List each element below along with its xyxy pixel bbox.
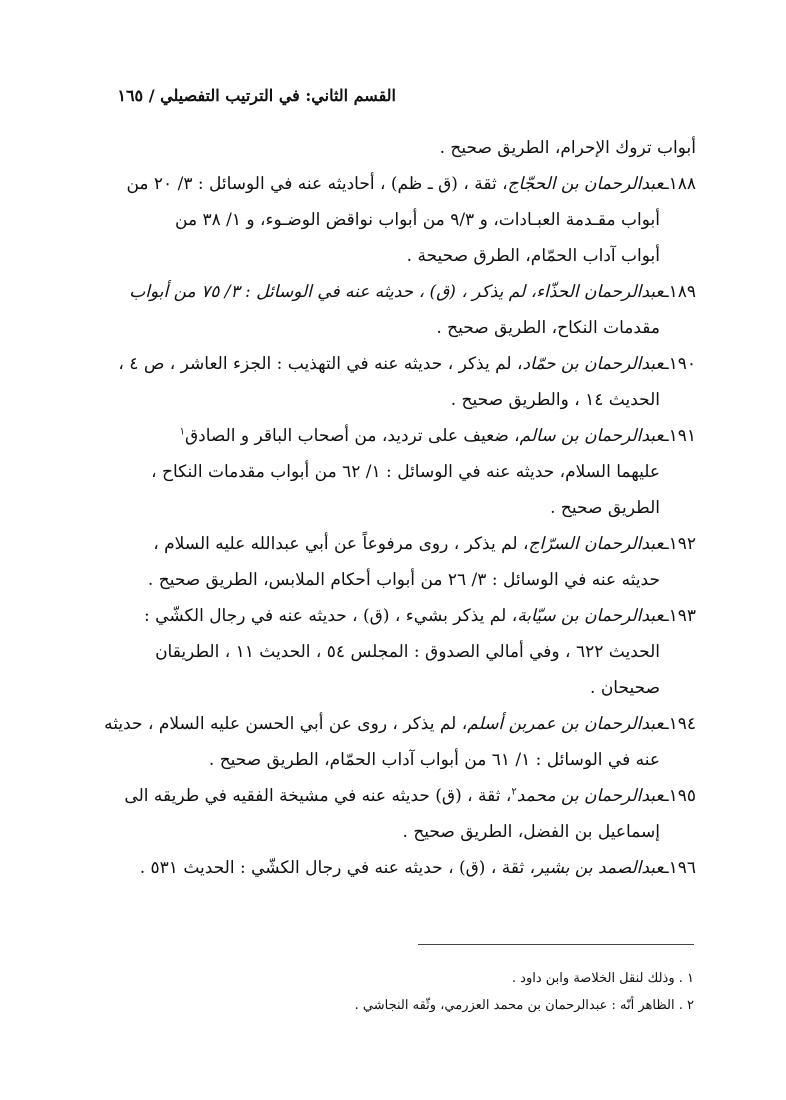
entry-line: الحديث ١٤ ، والطريق صحيح . bbox=[450, 390, 660, 410]
footnote-2: ٢ . الظاهر أنّه : عبدالرحمان بن محمد العزرمي، وثّقه النجاشي . bbox=[354, 998, 694, 1013]
entry-188 bbox=[126, 166, 696, 274]
intro-line: أبواب تروك الإحرام، الطريق صحيح . bbox=[439, 138, 696, 158]
entry-190 bbox=[118, 346, 696, 418]
entry-first-line bbox=[126, 166, 696, 202]
entry-first-line bbox=[124, 778, 696, 814]
entry-number: ١٩٥ـ bbox=[663, 786, 696, 806]
narrator-name: عبدالرحمان بن محمد bbox=[516, 786, 664, 806]
footnote-1: ١ . وذلك لنقل الخلاصة وابن داود . bbox=[511, 971, 694, 986]
main-text bbox=[104, 130, 696, 886]
entry-text: ، لم يذكر ، (ق) ، حديثه عنه في الوسائل : ٣/ ٧٥ من أبواب bbox=[129, 282, 537, 302]
entry-first-line bbox=[136, 526, 696, 562]
entry-number: ١٩٦ـ bbox=[663, 858, 696, 878]
narrator-name: عبدالرحمان بن سيّابة bbox=[517, 606, 664, 626]
entry-195 bbox=[124, 778, 696, 850]
footnote-marker: ١ bbox=[179, 426, 185, 438]
running-header: القسم الثاني: في الترتيب التفصيلي / ١٦٥ bbox=[117, 86, 396, 105]
entry-first-line bbox=[136, 418, 696, 454]
entry-196 bbox=[136, 850, 696, 886]
entry-192 bbox=[136, 526, 696, 598]
entry-text: ، ثقة ، (ق) حديثه عنه في مشيخة الفقيه في طريقه الى bbox=[124, 786, 512, 806]
entry-text: ، ثقة ، (ق) ، حديثه عنه في رجال الكشّي : الحديث ٥٣١ . bbox=[139, 858, 536, 878]
entry-number: ١٩٢ـ bbox=[663, 534, 696, 554]
entry-line: حديثه عنه في الوسائل : ٣/ ٢٦ من أبواب أحكام الملابس، الطريق صحيح . bbox=[147, 570, 660, 590]
narrator-name: عبدالرحمان بن عمربن أسلم bbox=[467, 714, 664, 734]
entry-191 bbox=[136, 418, 696, 526]
narrator-name: عبدالرحمان بن الحجّاج bbox=[507, 174, 664, 194]
entry-first-line bbox=[104, 706, 696, 742]
entry-line: الطريق صحيح . bbox=[550, 498, 660, 518]
entry-number: ١٨٩ـ bbox=[663, 282, 696, 302]
entry-line: عليهما السلام، حديثه عنه في الوسائل : ١/ ٦٢ من أبواب مقدمات النكاح ، bbox=[151, 462, 660, 482]
entry-line: مقدمات النكاح، الطريق صحيح . bbox=[436, 318, 660, 338]
entry-number: ١٩٣ـ bbox=[663, 606, 696, 626]
entry-text: ، لم يذكر بشيء ، (ق) ، حديثه عنه في رجال الكشّي : bbox=[144, 606, 518, 626]
footnote-divider bbox=[418, 944, 694, 945]
entry-number: ١٩١ـ bbox=[663, 426, 696, 446]
narrator-name: عبدالرحمان الحذّاء bbox=[536, 282, 664, 302]
entry-first-line bbox=[136, 598, 696, 634]
entry-line: صحيحان . bbox=[590, 678, 660, 698]
entry-text: ، لم يذكر ، روى مرفوعاً عن أبي عبدالله عليه السلام ، bbox=[153, 534, 529, 554]
entry-194 bbox=[104, 706, 696, 778]
footnote-marker: ٢ bbox=[511, 786, 517, 798]
narrator-name: عبدالرحمان السرّاج bbox=[528, 534, 664, 554]
entry-text: ، لم يذكر ، روى عن أبي الحسن عليه السلام ، حديثه bbox=[104, 714, 468, 734]
entry-first-line bbox=[136, 850, 696, 886]
entry-line: أبواب آداب الحمّام، الطرق صحيحة . bbox=[406, 246, 660, 266]
entry-text: ، ثقة ، (ق ـ ظم) ، أحاديثه عنه في الوسائل : ٣/ ٢٠ من bbox=[126, 174, 508, 194]
entry-193 bbox=[136, 598, 696, 706]
entry-first-line bbox=[129, 274, 696, 310]
entry-number: ١٩٠ـ bbox=[663, 354, 696, 374]
entry-line: إسماعيل بن الفضل، الطريق صحيح . bbox=[402, 822, 660, 842]
entry-line: عنه في الوسائل : ١/ ٦١ من أبواب آداب الحمّام، الطريق صحيح . bbox=[208, 750, 660, 770]
entry-189 bbox=[129, 274, 696, 346]
entry-first-line bbox=[118, 346, 696, 382]
entry-line: الحديث ٦٢٢ ، وفي أمالي الصدوق : المجلس ٥٤ ، الحديث ١١ ، الطريقان bbox=[155, 642, 660, 662]
entry-line: أبواب مقـدمة العبـادات، و ٩/٣ من أبواب نواقض الوضـوء، و ١/ ٣٨ من bbox=[175, 210, 660, 230]
entry-text: ، ضعيف على ترديد، من أصحاب الباقر و الصادق bbox=[184, 426, 520, 446]
entry-number: ١٨٨ـ bbox=[663, 174, 696, 194]
entry-text: ، لم يذكر ، حديثه عنه في التهذيب : الجزء العاشر ، ص ٤ ، bbox=[118, 354, 523, 374]
entry-number: ١٩٤ـ bbox=[663, 714, 696, 734]
narrator-name: عبدالرحمان بن سالم bbox=[519, 426, 664, 446]
footnotes bbox=[355, 965, 694, 1019]
narrator-name: عبدالرحمان بن حمّاد bbox=[522, 354, 664, 374]
narrator-name: عبدالصمد بن بشير bbox=[535, 858, 664, 878]
